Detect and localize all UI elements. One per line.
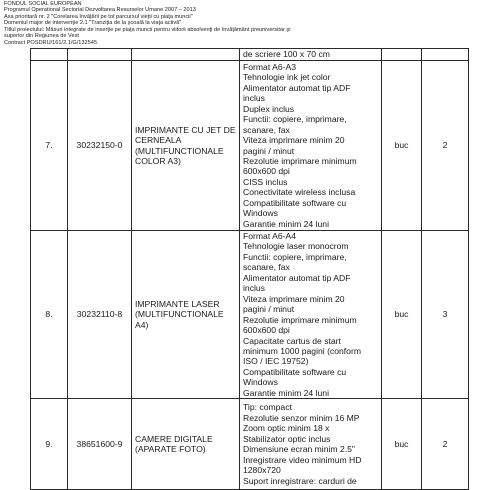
spec-line: Format A6-A3 (243, 61, 297, 72)
spec-line: Windows (243, 377, 278, 388)
row-number: 8. (31, 231, 68, 399)
spec-line: Compatibilitate software cu (243, 366, 347, 377)
spec-line: Zoom optic minim 18 x (243, 423, 330, 434)
unit-of-measure: buc (382, 399, 422, 490)
spec-line: minimum 1000 pagini (conform (243, 345, 361, 356)
row-number: 9. (31, 399, 68, 490)
spec-line: 1280x720 (243, 465, 281, 476)
table-row (31, 49, 469, 61)
header-line: Titlul proiectului: Măsuri integrate de inserţie pe piaţa muncii pentru viitorii absolvenţi de învăţământ preuniversitar şi (4, 26, 291, 33)
table-row (31, 61, 469, 231)
document-header (4, 1, 474, 46)
spec-line: Garantie minim 24 luni (243, 218, 329, 229)
quantity: 3 (422, 231, 469, 399)
spec-line: Rezolutie imprimare minimum (243, 314, 357, 325)
spec-line: Rezolutie senzor minim 16 MP (243, 412, 360, 423)
spec-line: scanare, fax (243, 124, 290, 135)
spec-line: Conectivitate wireless inclusa (243, 187, 356, 198)
cpv-code: 30232150-0 (68, 61, 132, 231)
spec-line: scanare, fax (243, 262, 290, 273)
spec-line: Compatibilitate software cu (243, 197, 347, 208)
unit-of-measure: buc (382, 231, 422, 399)
header-line: Programul Operational Sectorial Dezvoltarea Resurselor Umane 2007 – 2013 (4, 7, 196, 14)
spec-line: Functii: copiere, imprimare, (243, 251, 347, 262)
spec-line: Alimentator automat tip ADF (243, 82, 351, 93)
product-name: IMPRIMANTE LASER (MULTIFUNCTIONALE A4) (132, 231, 240, 399)
spec-line: Tehnologie ink jet color (243, 72, 331, 83)
header-line: Axa prioritară nr. 2 "Corelarea învăţării pe tot parcursul vieţii cu piaţa muncii" (4, 13, 193, 20)
spec-line: 600x600 dpi (243, 325, 290, 336)
spec-line: Dimensiune ecran minim 2.5" (243, 444, 355, 455)
header-line: Domeniul major de intervenţie 2.1 "Tranziţia de la şcoală la viaţa activă" (4, 20, 182, 27)
spec-line: Suport inregistrare: carduri de (243, 475, 357, 486)
header-line: Contract POSDRU/161/2.1/G/132545 (4, 39, 97, 46)
table-row (31, 231, 469, 399)
product-specifications (240, 399, 382, 490)
spec-line: CISS inclus (243, 176, 288, 187)
quantity: 2 (422, 61, 469, 231)
spec-line: Viteza imprimare minim 20 (243, 135, 345, 146)
spec-line: Tip: compact (243, 402, 292, 413)
spec-line: Alimentator automat tip ADF (243, 272, 351, 283)
row-number: 7. (31, 61, 68, 231)
spec-line: Windows (243, 208, 278, 219)
header-line: FONDUL SOCIAL EUROPEAN (4, 1, 82, 7)
spec-line: ISO / IEC 19752) (243, 356, 309, 367)
spec-line: Viteza imprimare minim 20 (243, 293, 345, 304)
spec-line: Duplex inclus (243, 103, 295, 114)
spec-line: Functii: copiere, imprimare, (243, 114, 347, 125)
spec-line: inclus (243, 93, 265, 104)
spec-line: Format A6-A4 (243, 231, 297, 241)
spec-line: pagini / minut (243, 304, 295, 315)
spec-line: Tehnologie laser monocrom (243, 241, 349, 252)
product-name: IMPRIMANTE CU JET DE CERNEALA (MULTIFUNCTIONALE COLOR A3) (132, 61, 240, 231)
spec-line: Rezolutie imprimare minimum (243, 155, 357, 166)
cpv-code: 38651600-9 (68, 399, 132, 490)
product-name: CAMERE DIGITALE (APARATE FOTO) (132, 399, 240, 490)
spec-continuation: de scriere 100 x 70 cm (240, 49, 382, 61)
table-row (31, 399, 469, 490)
specifications-table (30, 48, 469, 490)
spec-line: inclus (243, 283, 265, 294)
spec-line: Inregistrare video minimum HD (243, 454, 362, 465)
spec-line: Stabilizator optic inclus (243, 433, 331, 444)
cpv-code: 30232110-8 (68, 231, 132, 399)
product-specifications (240, 231, 382, 399)
spec-line: Garantie minim 24 luni (243, 387, 329, 398)
header-line: superior din Regiunea de Vest (4, 33, 79, 40)
spec-line: pagini / minut (243, 145, 295, 156)
product-specifications (240, 61, 382, 231)
quantity: 2 (422, 399, 469, 490)
spec-line: 600x600 dpi (243, 166, 290, 177)
unit-of-measure: buc (382, 61, 422, 231)
spec-line: Capacitate cartus de start (243, 335, 341, 346)
